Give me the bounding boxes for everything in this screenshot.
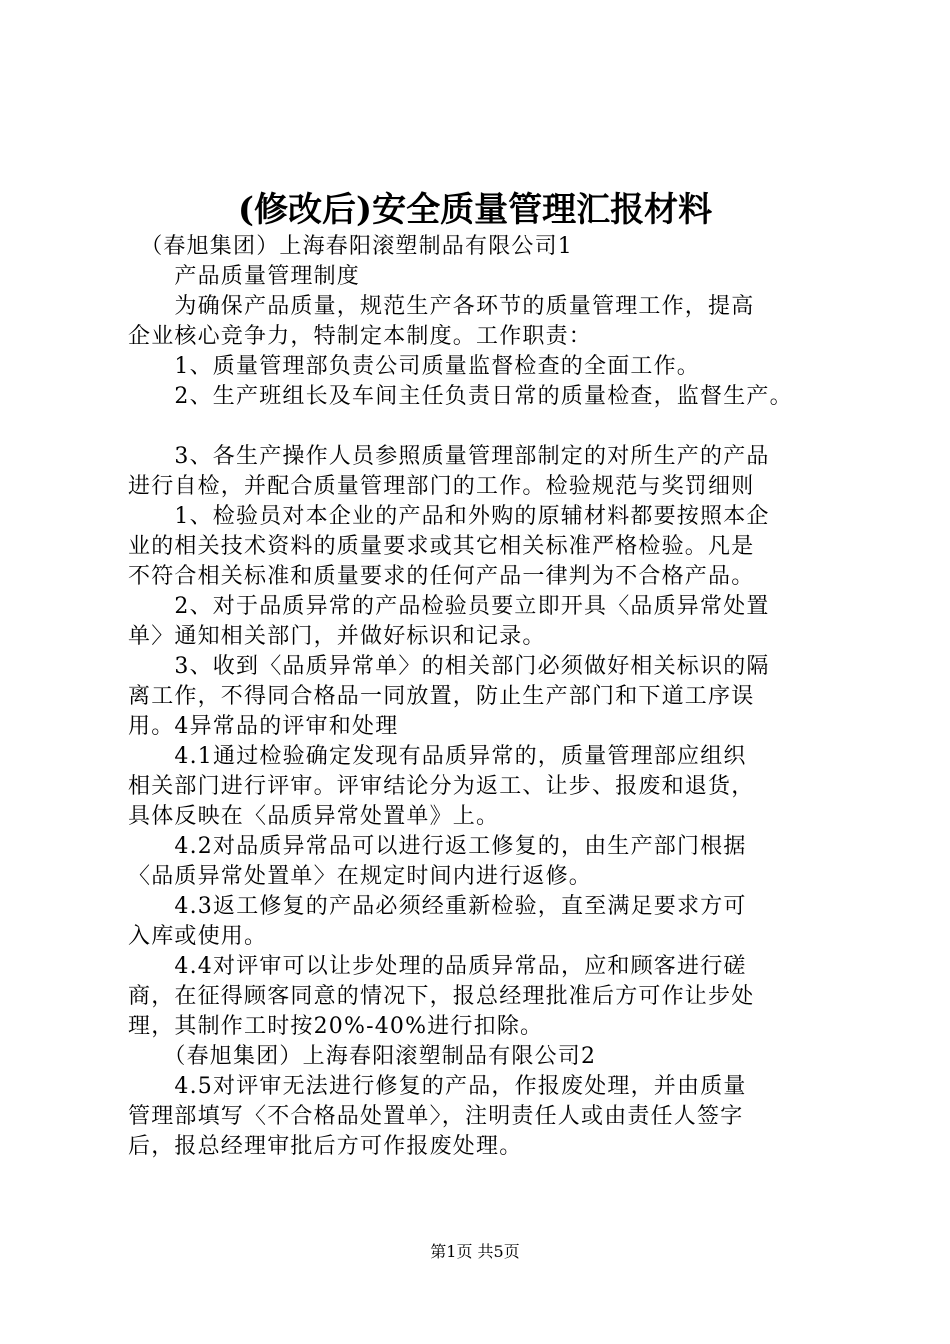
text-line: 4.2对品质异常品可以进行返工修复的，由生产部门根据 <box>128 834 747 859</box>
text-line: 4.5对评审无法进行修复的产品，作报废处理，并由质量 <box>128 1074 747 1099</box>
text-line: 单〉通知相关部门，并做好标识和记录。 <box>128 624 546 649</box>
text-line: 4.3返工修复的产品必须经重新检验，直至满足要求方可 <box>128 894 747 919</box>
text-line: 具体反映在〈品质异常处置单》上。 <box>128 804 500 829</box>
blank-line <box>128 412 832 442</box>
text-line: 后，报总经理审批后方可作报废处理。 <box>128 1134 523 1159</box>
text-line: 3、收到〈品质异常单〉的相关部门必须做好相关标识的隔 <box>128 654 770 679</box>
text-line: 理，其制作工时按20%-40%进行扣除。 <box>128 1014 544 1039</box>
text-line: 相关部门进行评审。评审结论分为返工、让步、报废和退货， <box>128 774 755 799</box>
text-line: 2、生产班组长及车间主任负责日常的质量检查，监督生产。 <box>128 384 793 409</box>
text-line: 管理部填写〈不合格品处置单〉，注明责任人或由责任人签字 <box>128 1104 744 1129</box>
text-line: 为确保产品质量，规范生产各环节的质量管理工作，提高 <box>128 294 755 319</box>
text-line: 1、质量管理部负责公司质量监督检查的全面工作。 <box>128 354 700 379</box>
text-line: （春旭集团）上海春阳滚塑制品有限公司2 <box>128 1044 597 1069</box>
text-line: 企业核心竞争力，特制定本制度。工作职责： <box>128 324 593 349</box>
page-number-footer: 第1页 共5页 <box>430 1242 520 1261</box>
text-line: 2、对于品质异常的产品检验员要立即开具〈品质异常处置 <box>128 594 770 619</box>
text-line: 入库或使用。 <box>128 924 268 949</box>
text-line: 1、检验员对本企业的产品和外购的原辅材料都要按照本企 <box>128 504 770 529</box>
document-title: (修改后)安全质量管理汇报材料 <box>237 190 713 230</box>
text-line: 4.1通过检验确定发现有品质异常的，质量管理部应组织 <box>128 744 747 769</box>
text-line: （春旭集团）上海春阳滚塑制品有限公司1 <box>128 234 573 259</box>
text-line: 商，在征得顾客同意的情况下，报总经理批准后方可作让步处 <box>128 984 755 1009</box>
text-line: 产品质量管理制度 <box>128 264 361 289</box>
text-line: 3、各生产操作人员参照质量管理部制定的对所生产的产品 <box>128 444 770 469</box>
text-line: 〈品质异常处置单〉在规定时间内进行返修。 <box>128 864 593 889</box>
text-line: 4.4对评审可以让步处理的品质异常品，应和顾客进行磋 <box>128 954 747 979</box>
text-line: 离工作，不得同合格品一同放置，防止生产部门和下道工序误 <box>128 684 755 709</box>
text-line: 业的相关技术资料的质量要求或其它相关标准严格检验。凡是 <box>128 534 755 559</box>
text-line: 用。4异常品的评审和处理 <box>128 714 399 739</box>
text-line: 进行自检，并配合质量管理部门的工作。检验规范与奖罚细则 <box>128 474 755 499</box>
document-body <box>128 232 832 1162</box>
text-line: 不符合相关标准和质量要求的任何产品一律判为不合格产品。 <box>128 564 755 589</box>
